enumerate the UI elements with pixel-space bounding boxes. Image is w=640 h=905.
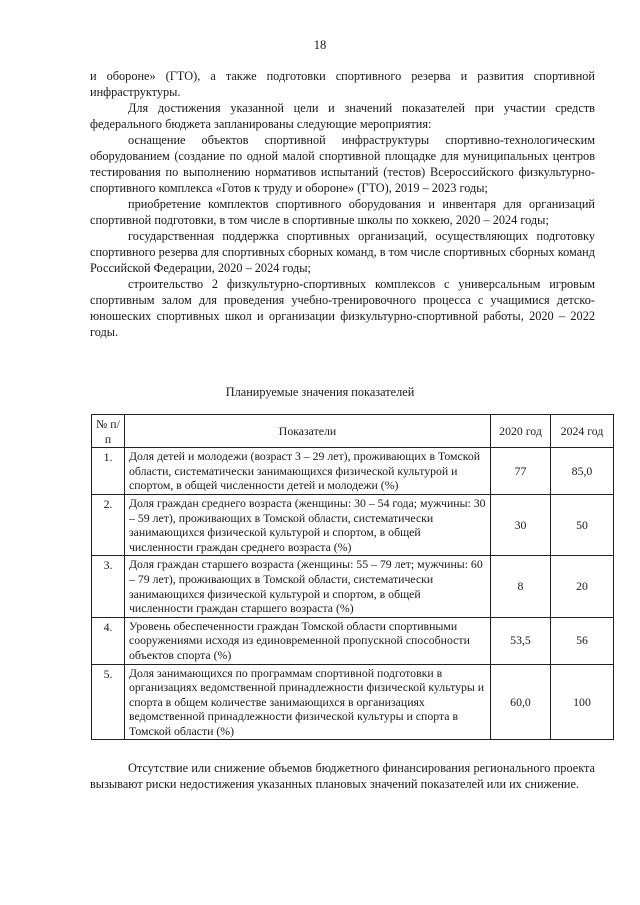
page-number: 18 (313, 38, 327, 52)
row-indicator: Уровень обеспеченности граждан Томской области спортивными сооружениями исходя из единовременной пропускной способности объектов спорта (%) (125, 617, 491, 664)
header-num: № п/п (92, 415, 125, 448)
paragraph-goal: Для достижения указанной цели и значений показателей при участии средств федерального бюджета запланированы следующие мероприятия: (90, 101, 595, 131)
paragraph-risks: Отсутствие или снижение объемов бюджетного финансирования регионального проекта вызывают риски недостижения указанных плановых значений показателей или их снижение. (90, 761, 595, 791)
table-row (92, 556, 614, 617)
paragraph-continuation: и обороне» (ГТО), а также подготовки спортивного резерва и развития спортивной инфраструктуры. (90, 69, 595, 99)
paragraph-measure-equipment: оснащение объектов спортивной инфраструктуры спортивно-технологическим оборудованием (создание по одной малой спортивной площадке для муниципальных центров тестирования по выполнению нормативов испытаний (тестов) Всероссийского физкультурно-спортивного комплекса «Готов к труду и обороне» (ГТО), 2019 – 2023 годы; (90, 133, 595, 195)
row-value-2024: 56 (551, 617, 614, 664)
table-caption: Планируемые значения показателей (225, 385, 415, 399)
row-indicator: Доля занимающихся по программам спортивной подготовки в организациях ведомственной принадлежности физической культуры и спорта в общем количестве занимающихся в организациях ведомственной принадлежности физической культуры и спорта в Томской области (%) (125, 664, 491, 740)
paragraph-measure-support: государственная поддержка спортивных организаций, осуществляющих подготовку спортивного резерва для спортивных сборных команд, в том числе спортивных сборных команд Российской Федерации, 2020 – 2024 годы; (90, 229, 596, 275)
table-row (92, 448, 614, 495)
row-value-2020: 60,0 (491, 664, 551, 740)
table-row (92, 617, 614, 664)
row-indicator: Доля граждан старшего возраста (женщины: 55 – 79 лет; мужчины: 60 – 79 лет), проживающих в Томской области, систематически занимающихся физической культурой и спортом, в общей численности граждан старшего возраста (%) (125, 556, 491, 617)
row-number: 4. (92, 617, 125, 664)
header-2024: 2024 год (551, 415, 614, 448)
table-header-row (92, 415, 614, 448)
row-number: 1. (92, 448, 125, 495)
paragraph-measure-inventory: приобретение комплектов спортивного оборудования и инвентаря для организаций спортивной подготовки, в том числе в спортивные школы по хоккею, 2020 – 2024 годы; (90, 197, 595, 227)
row-value-2020: 8 (491, 556, 551, 617)
row-value-2020: 53,5 (491, 617, 551, 664)
row-number: 2. (92, 494, 125, 555)
intro-text-block (90, 68, 595, 340)
paragraph-measure-construction: строительство 2 физкультурно-спортивных комплексов с универсальным игровым спортивным залом для проведения учебно-тренировочного процесса с учащимися детско-юношеских спортивных школ и организации физкультурно-спортивной работы, 2020 – 2022 годы. (90, 277, 595, 339)
row-number: 3. (92, 556, 125, 617)
row-value-2024: 20 (551, 556, 614, 617)
indicators-table (91, 414, 614, 740)
row-value-2020: 77 (491, 448, 551, 495)
row-value-2024: 100 (551, 664, 614, 740)
closing-text-block (90, 760, 595, 792)
row-value-2024: 85,0 (551, 448, 614, 495)
header-indicator: Показатели (125, 415, 491, 448)
row-number: 5. (92, 664, 125, 740)
row-value-2024: 50 (551, 494, 614, 555)
row-value-2020: 30 (491, 494, 551, 555)
row-indicator: Доля детей и молодежи (возраст 3 – 29 лет), проживающих в Томской области, систематически занимающихся физической культурой и спортом, в общей численности детей и молодежи (%) (125, 448, 491, 495)
table-row (92, 494, 614, 555)
row-indicator: Доля граждан среднего возраста (женщины: 30 – 54 года; мужчины: 30 – 59 лет), проживающих в Томской области, систематически занимающихся физической культурой и спортом, в общей численности граждан среднего возраста (%) (125, 494, 491, 555)
table-row (92, 664, 614, 740)
header-2020: 2020 год (491, 415, 551, 448)
